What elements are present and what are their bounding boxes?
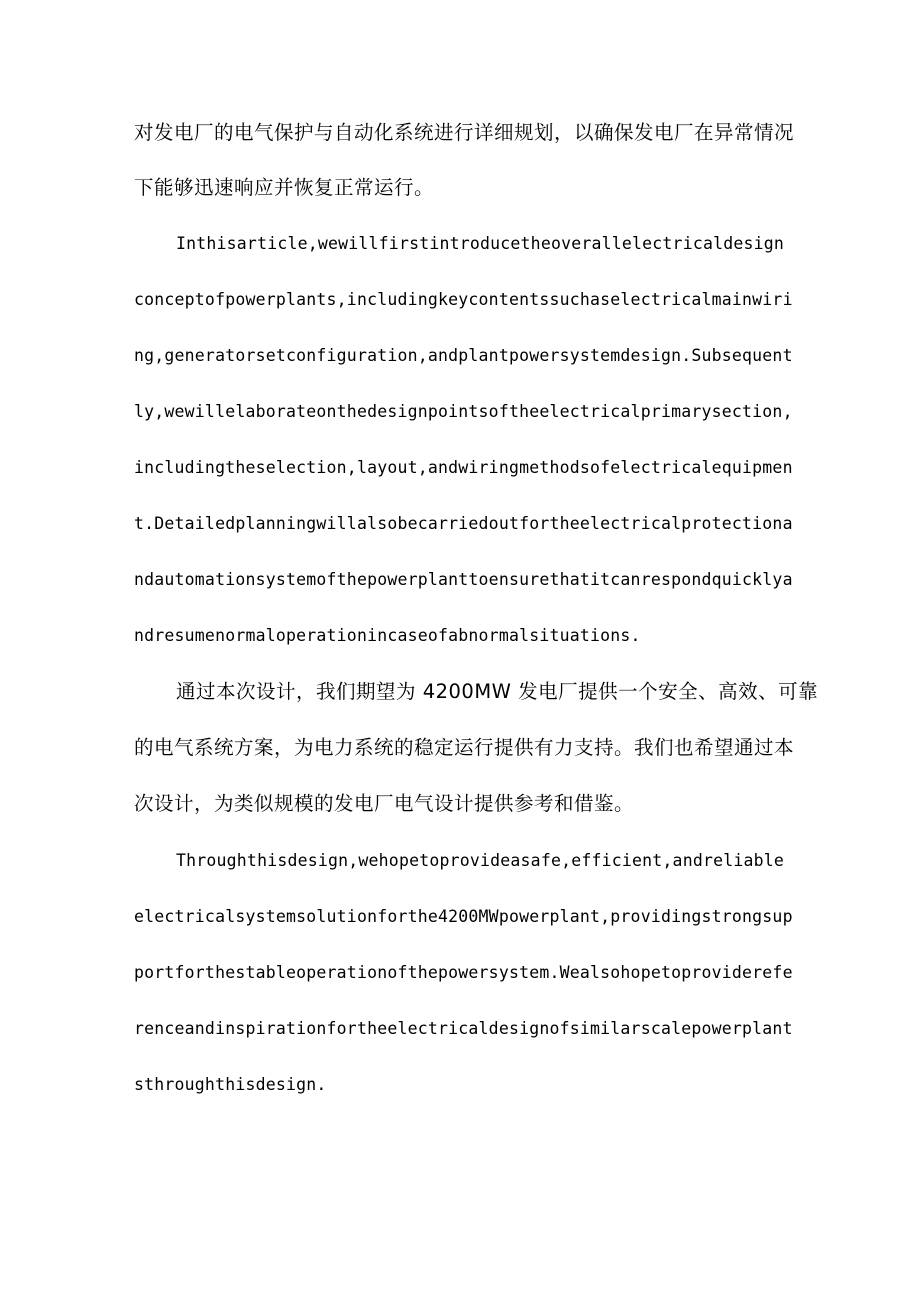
text-line: 对发电厂的电气保护与自动化系统进行详细规划，以确保发电厂在异常情况 <box>134 121 794 144</box>
text-line: ndresumenormaloperationincaseofabnormalsituations. <box>134 626 641 645</box>
text-line: 下能够迅速响应并恢复正常运行。 <box>134 176 435 199</box>
text-line: 的电气系统方案，为电力系统的稳定运行提供有力支持。我们也希望通过本 <box>134 736 794 759</box>
text-line: portforthestableoperationofthepowersystem.Wealsohopetoproviderefe <box>134 963 793 982</box>
text-line: Throughthisdesign,wehopetoprovideasafe,efficient,andreliable <box>176 851 785 870</box>
text-line: sthroughthisdesign. <box>134 1075 327 1094</box>
text-line: ly,wewillelaborateonthedesignpointsoftheelectricalprimarysection, <box>134 402 793 421</box>
text-line: includingtheselection,layout,andwiringmethodsofelectricalequipmen <box>134 458 793 477</box>
text-line: electricalsystemsolutionforthe4200MWpowerplant,providingstrongsup <box>134 907 793 926</box>
text-line: t.Detailedplanningwillalsobecarriedoutfortheelectricalprotectiona <box>134 514 793 533</box>
text-line: ng,generatorsetconfiguration,andplantpowersystemdesign.Subsequent <box>134 346 793 365</box>
text-line: 次设计，为类似规模的发电厂电气设计提供参考和借鉴。 <box>134 792 635 815</box>
text-line: Inthisarticle,wewillfirstintroducetheoverallelectricaldesign <box>176 234 785 253</box>
text-line: ndautomationsystemofthepowerplanttoensurethatitcanrespondquicklya <box>134 570 793 589</box>
text-line: 通过本次设计，我们期望为 4200MW 发电厂提供一个安全、高效、可靠 <box>176 680 819 703</box>
text-line: conceptofpowerplants,includingkeycontentssuchaselectricalmainwiri <box>134 290 793 309</box>
text-line: renceandinspirationfortheelectricaldesignofsimilarscalepowerplant <box>134 1019 793 1038</box>
